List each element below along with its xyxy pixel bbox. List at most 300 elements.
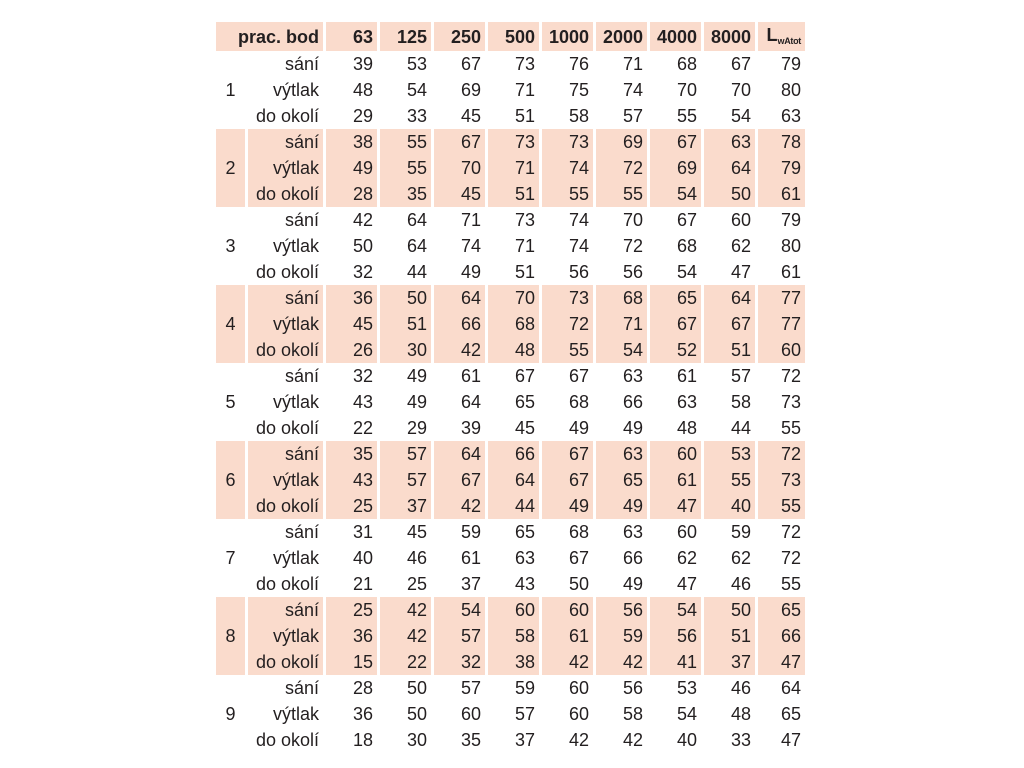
- value-cell-500: 51: [488, 259, 539, 285]
- value-cell-4000: 67: [650, 207, 701, 233]
- value-cell-8000: 64: [704, 155, 755, 181]
- value-cell-1000: 60: [542, 597, 593, 623]
- value-cell-8000: 47: [704, 259, 755, 285]
- table-row: [216, 363, 805, 389]
- value-cell-250: 49: [434, 259, 485, 285]
- value-cell-63: 26: [326, 337, 377, 363]
- value-cell-8000: 37: [704, 649, 755, 675]
- total-cell: 80: [758, 233, 805, 259]
- value-cell-8000: 58: [704, 389, 755, 415]
- value-cell-250: 37: [434, 571, 485, 597]
- total-cell: 72: [758, 363, 805, 389]
- value-cell-500: 43: [488, 571, 539, 597]
- group-6: [216, 441, 805, 519]
- group-5: [216, 363, 805, 441]
- total-cell: 64: [758, 675, 805, 701]
- value-cell-8000: 51: [704, 337, 755, 363]
- total-cell: 47: [758, 649, 805, 675]
- value-cell-63: 40: [326, 545, 377, 571]
- row-label: výtlak: [248, 467, 323, 493]
- table-row: [216, 311, 805, 337]
- total-cell: 61: [758, 181, 805, 207]
- table-row: [216, 155, 805, 181]
- freq-header-1000: 1000: [542, 22, 593, 51]
- table-row: [216, 77, 805, 103]
- value-cell-63: 48: [326, 77, 377, 103]
- value-cell-250: 32: [434, 649, 485, 675]
- noise-table: [213, 22, 808, 753]
- value-cell-63: 31: [326, 519, 377, 545]
- group-number: 7: [216, 519, 245, 597]
- value-cell-125: 50: [380, 675, 431, 701]
- freq-header-2000: 2000: [596, 22, 647, 51]
- row-label: do okolí: [248, 493, 323, 519]
- value-cell-63: 28: [326, 675, 377, 701]
- value-cell-500: 65: [488, 519, 539, 545]
- value-cell-2000: 49: [596, 571, 647, 597]
- table-row: [216, 545, 805, 571]
- value-cell-250: 45: [434, 181, 485, 207]
- value-cell-63: 29: [326, 103, 377, 129]
- row-label: do okolí: [248, 571, 323, 597]
- value-cell-2000: 74: [596, 77, 647, 103]
- value-cell-125: 33: [380, 103, 431, 129]
- value-cell-500: 44: [488, 493, 539, 519]
- value-cell-8000: 44: [704, 415, 755, 441]
- value-cell-250: 71: [434, 207, 485, 233]
- table-row: [216, 129, 805, 155]
- value-cell-8000: 64: [704, 285, 755, 311]
- value-cell-125: 25: [380, 571, 431, 597]
- total-cell: 72: [758, 519, 805, 545]
- value-cell-1000: 74: [542, 207, 593, 233]
- value-cell-1000: 50: [542, 571, 593, 597]
- value-cell-8000: 55: [704, 467, 755, 493]
- value-cell-250: 64: [434, 441, 485, 467]
- value-cell-500: 73: [488, 207, 539, 233]
- value-cell-1000: 73: [542, 129, 593, 155]
- total-cell: 65: [758, 597, 805, 623]
- value-cell-125: 35: [380, 181, 431, 207]
- value-cell-4000: 54: [650, 181, 701, 207]
- value-cell-8000: 50: [704, 597, 755, 623]
- table-row: [216, 441, 805, 467]
- value-cell-250: 42: [434, 337, 485, 363]
- value-cell-63: 36: [326, 701, 377, 727]
- value-cell-2000: 71: [596, 311, 647, 337]
- value-cell-8000: 40: [704, 493, 755, 519]
- total-cell: 79: [758, 155, 805, 181]
- value-cell-250: 67: [434, 51, 485, 77]
- value-cell-63: 36: [326, 623, 377, 649]
- value-cell-4000: 65: [650, 285, 701, 311]
- value-cell-8000: 70: [704, 77, 755, 103]
- value-cell-125: 29: [380, 415, 431, 441]
- total-cell: 55: [758, 493, 805, 519]
- value-cell-4000: 61: [650, 467, 701, 493]
- value-cell-500: 37: [488, 727, 539, 753]
- table-row: [216, 649, 805, 675]
- total-cell: 72: [758, 545, 805, 571]
- value-cell-4000: 63: [650, 389, 701, 415]
- value-cell-250: 45: [434, 103, 485, 129]
- value-cell-63: 43: [326, 467, 377, 493]
- value-cell-500: 63: [488, 545, 539, 571]
- group-4: [216, 285, 805, 363]
- value-cell-1000: 55: [542, 337, 593, 363]
- freq-header-500: 500: [488, 22, 539, 51]
- row-label: do okolí: [248, 181, 323, 207]
- value-cell-8000: 46: [704, 571, 755, 597]
- value-cell-1000: 58: [542, 103, 593, 129]
- freq-header-4000: 4000: [650, 22, 701, 51]
- value-cell-1000: 42: [542, 649, 593, 675]
- value-cell-63: 39: [326, 51, 377, 77]
- value-cell-2000: 63: [596, 441, 647, 467]
- value-cell-4000: 40: [650, 727, 701, 753]
- table-row: [216, 337, 805, 363]
- value-cell-500: 64: [488, 467, 539, 493]
- value-cell-500: 59: [488, 675, 539, 701]
- value-cell-4000: 67: [650, 311, 701, 337]
- value-cell-250: 70: [434, 155, 485, 181]
- row-label: výtlak: [248, 389, 323, 415]
- group-2: [216, 129, 805, 207]
- table-row: [216, 519, 805, 545]
- value-cell-1000: 73: [542, 285, 593, 311]
- value-cell-1000: 61: [542, 623, 593, 649]
- total-cell: 72: [758, 441, 805, 467]
- value-cell-500: 58: [488, 623, 539, 649]
- value-cell-125: 57: [380, 467, 431, 493]
- value-cell-63: 43: [326, 389, 377, 415]
- group-number: 3: [216, 207, 245, 285]
- value-cell-125: 46: [380, 545, 431, 571]
- total-cell: 55: [758, 415, 805, 441]
- value-cell-63: 36: [326, 285, 377, 311]
- value-cell-500: 70: [488, 285, 539, 311]
- table-row: [216, 181, 805, 207]
- value-cell-125: 42: [380, 597, 431, 623]
- value-cell-125: 37: [380, 493, 431, 519]
- table-row: [216, 467, 805, 493]
- total-cell: 80: [758, 77, 805, 103]
- value-cell-63: 18: [326, 727, 377, 753]
- group-number: 5: [216, 363, 245, 441]
- value-cell-250: 66: [434, 311, 485, 337]
- total-cell: 66: [758, 623, 805, 649]
- value-cell-500: 67: [488, 363, 539, 389]
- value-cell-250: 67: [434, 129, 485, 155]
- value-cell-500: 38: [488, 649, 539, 675]
- value-cell-4000: 55: [650, 103, 701, 129]
- value-cell-2000: 66: [596, 545, 647, 571]
- freq-header-63: 63: [326, 22, 377, 51]
- value-cell-8000: 48: [704, 701, 755, 727]
- table-row: [216, 493, 805, 519]
- group-number: 9: [216, 675, 245, 753]
- value-cell-63: 28: [326, 181, 377, 207]
- total-cell: 60: [758, 337, 805, 363]
- value-cell-1000: 49: [542, 415, 593, 441]
- value-cell-1000: 67: [542, 441, 593, 467]
- value-cell-2000: 65: [596, 467, 647, 493]
- value-cell-1000: 42: [542, 727, 593, 753]
- value-cell-63: 21: [326, 571, 377, 597]
- group-number: 2: [216, 129, 245, 207]
- value-cell-250: 69: [434, 77, 485, 103]
- value-cell-8000: 51: [704, 623, 755, 649]
- table-row: [216, 597, 805, 623]
- value-cell-250: 74: [434, 233, 485, 259]
- value-cell-63: 49: [326, 155, 377, 181]
- row-label: výtlak: [248, 233, 323, 259]
- total-cell: 73: [758, 467, 805, 493]
- value-cell-250: 57: [434, 675, 485, 701]
- value-cell-4000: 47: [650, 571, 701, 597]
- row-label: výtlak: [248, 623, 323, 649]
- row-label: výtlak: [248, 77, 323, 103]
- value-cell-1000: 76: [542, 51, 593, 77]
- value-cell-4000: 47: [650, 493, 701, 519]
- row-label: sání: [248, 519, 323, 545]
- total-cell: 73: [758, 389, 805, 415]
- value-cell-4000: 60: [650, 519, 701, 545]
- value-cell-4000: 54: [650, 259, 701, 285]
- group-7: [216, 519, 805, 597]
- value-cell-125: 49: [380, 389, 431, 415]
- total-cell: 47: [758, 727, 805, 753]
- header-row: [216, 22, 805, 51]
- value-cell-2000: 49: [596, 415, 647, 441]
- value-cell-1000: 67: [542, 545, 593, 571]
- row-label: sání: [248, 51, 323, 77]
- row-label: do okolí: [248, 259, 323, 285]
- value-cell-125: 50: [380, 701, 431, 727]
- value-cell-4000: 69: [650, 155, 701, 181]
- value-cell-4000: 67: [650, 129, 701, 155]
- value-cell-250: 61: [434, 363, 485, 389]
- value-cell-125: 22: [380, 649, 431, 675]
- value-cell-4000: 68: [650, 233, 701, 259]
- value-cell-8000: 50: [704, 181, 755, 207]
- value-cell-4000: 68: [650, 51, 701, 77]
- value-cell-500: 73: [488, 51, 539, 77]
- row-label: do okolí: [248, 337, 323, 363]
- total-header-main: L: [766, 25, 778, 45]
- value-cell-250: 42: [434, 493, 485, 519]
- value-cell-1000: 75: [542, 77, 593, 103]
- value-cell-4000: 41: [650, 649, 701, 675]
- row-label: výtlak: [248, 155, 323, 181]
- table-header: [216, 22, 805, 51]
- row-label: sání: [248, 675, 323, 701]
- value-cell-500: 71: [488, 77, 539, 103]
- value-cell-250: 35: [434, 727, 485, 753]
- total-cell: 77: [758, 285, 805, 311]
- value-cell-250: 60: [434, 701, 485, 727]
- value-cell-125: 64: [380, 233, 431, 259]
- group-1: [216, 51, 805, 129]
- value-cell-4000: 61: [650, 363, 701, 389]
- value-cell-2000: 70: [596, 207, 647, 233]
- value-cell-1000: 56: [542, 259, 593, 285]
- value-cell-2000: 68: [596, 285, 647, 311]
- value-cell-2000: 56: [596, 259, 647, 285]
- total-cell: 65: [758, 701, 805, 727]
- value-cell-63: 15: [326, 649, 377, 675]
- row-label: sání: [248, 207, 323, 233]
- group-number: 6: [216, 441, 245, 519]
- total-cell: 79: [758, 51, 805, 77]
- value-cell-1000: 74: [542, 233, 593, 259]
- freq-header-250: 250: [434, 22, 485, 51]
- value-cell-125: 45: [380, 519, 431, 545]
- value-cell-250: 54: [434, 597, 485, 623]
- row-label: sání: [248, 129, 323, 155]
- value-cell-250: 59: [434, 519, 485, 545]
- value-cell-500: 45: [488, 415, 539, 441]
- value-cell-2000: 71: [596, 51, 647, 77]
- value-cell-63: 38: [326, 129, 377, 155]
- value-cell-8000: 54: [704, 103, 755, 129]
- table-row: [216, 623, 805, 649]
- total-cell: 61: [758, 259, 805, 285]
- value-cell-125: 50: [380, 285, 431, 311]
- value-cell-63: 32: [326, 259, 377, 285]
- value-cell-4000: 62: [650, 545, 701, 571]
- table-row: [216, 701, 805, 727]
- value-cell-125: 44: [380, 259, 431, 285]
- table-row: [216, 727, 805, 753]
- total-header: [758, 22, 805, 51]
- value-cell-500: 51: [488, 103, 539, 129]
- row-label: výtlak: [248, 545, 323, 571]
- value-cell-4000: 53: [650, 675, 701, 701]
- value-cell-4000: 54: [650, 701, 701, 727]
- value-cell-63: 50: [326, 233, 377, 259]
- value-cell-4000: 52: [650, 337, 701, 363]
- value-cell-1000: 60: [542, 675, 593, 701]
- value-cell-2000: 66: [596, 389, 647, 415]
- value-cell-4000: 60: [650, 441, 701, 467]
- value-cell-500: 65: [488, 389, 539, 415]
- value-cell-2000: 54: [596, 337, 647, 363]
- value-cell-500: 48: [488, 337, 539, 363]
- corner-header: prac. bod: [216, 22, 323, 51]
- value-cell-1000: 72: [542, 311, 593, 337]
- value-cell-1000: 68: [542, 389, 593, 415]
- value-cell-125: 55: [380, 129, 431, 155]
- row-label: sání: [248, 285, 323, 311]
- value-cell-63: 25: [326, 493, 377, 519]
- total-cell: 79: [758, 207, 805, 233]
- value-cell-250: 61: [434, 545, 485, 571]
- value-cell-500: 71: [488, 233, 539, 259]
- value-cell-8000: 59: [704, 519, 755, 545]
- value-cell-250: 64: [434, 389, 485, 415]
- total-cell: 78: [758, 129, 805, 155]
- row-label: do okolí: [248, 727, 323, 753]
- value-cell-500: 68: [488, 311, 539, 337]
- value-cell-4000: 54: [650, 597, 701, 623]
- value-cell-2000: 42: [596, 649, 647, 675]
- table-row: [216, 285, 805, 311]
- value-cell-8000: 53: [704, 441, 755, 467]
- value-cell-1000: 60: [542, 701, 593, 727]
- value-cell-4000: 48: [650, 415, 701, 441]
- group-9: [216, 675, 805, 753]
- value-cell-500: 66: [488, 441, 539, 467]
- value-cell-63: 22: [326, 415, 377, 441]
- value-cell-125: 49: [380, 363, 431, 389]
- value-cell-63: 42: [326, 207, 377, 233]
- total-cell: 77: [758, 311, 805, 337]
- value-cell-125: 42: [380, 623, 431, 649]
- value-cell-250: 67: [434, 467, 485, 493]
- row-label: výtlak: [248, 701, 323, 727]
- table-row: [216, 103, 805, 129]
- value-cell-4000: 56: [650, 623, 701, 649]
- freq-header-125: 125: [380, 22, 431, 51]
- value-cell-8000: 60: [704, 207, 755, 233]
- table-row: [216, 415, 805, 441]
- value-cell-2000: 63: [596, 363, 647, 389]
- row-label: sání: [248, 363, 323, 389]
- value-cell-2000: 42: [596, 727, 647, 753]
- value-cell-2000: 59: [596, 623, 647, 649]
- value-cell-2000: 63: [596, 519, 647, 545]
- value-cell-125: 64: [380, 207, 431, 233]
- value-cell-8000: 46: [704, 675, 755, 701]
- value-cell-1000: 49: [542, 493, 593, 519]
- value-cell-125: 54: [380, 77, 431, 103]
- value-cell-8000: 33: [704, 727, 755, 753]
- value-cell-4000: 70: [650, 77, 701, 103]
- value-cell-8000: 62: [704, 233, 755, 259]
- value-cell-63: 25: [326, 597, 377, 623]
- value-cell-125: 55: [380, 155, 431, 181]
- value-cell-2000: 56: [596, 597, 647, 623]
- value-cell-1000: 67: [542, 363, 593, 389]
- value-cell-250: 39: [434, 415, 485, 441]
- value-cell-8000: 67: [704, 51, 755, 77]
- value-cell-125: 57: [380, 441, 431, 467]
- value-cell-2000: 72: [596, 233, 647, 259]
- value-cell-125: 51: [380, 311, 431, 337]
- group-number: 4: [216, 285, 245, 363]
- value-cell-1000: 55: [542, 181, 593, 207]
- table-row: [216, 233, 805, 259]
- value-cell-125: 30: [380, 727, 431, 753]
- value-cell-125: 53: [380, 51, 431, 77]
- value-cell-2000: 55: [596, 181, 647, 207]
- value-cell-63: 35: [326, 441, 377, 467]
- group-8: [216, 597, 805, 675]
- freq-header-8000: 8000: [704, 22, 755, 51]
- value-cell-500: 51: [488, 181, 539, 207]
- group-3: [216, 207, 805, 285]
- total-header-subscript: wAtot: [777, 36, 801, 46]
- row-label: sání: [248, 597, 323, 623]
- table-row: [216, 571, 805, 597]
- value-cell-63: 32: [326, 363, 377, 389]
- group-number: 1: [216, 51, 245, 129]
- value-cell-250: 64: [434, 285, 485, 311]
- table-row: [216, 259, 805, 285]
- table-row: [216, 51, 805, 77]
- value-cell-2000: 56: [596, 675, 647, 701]
